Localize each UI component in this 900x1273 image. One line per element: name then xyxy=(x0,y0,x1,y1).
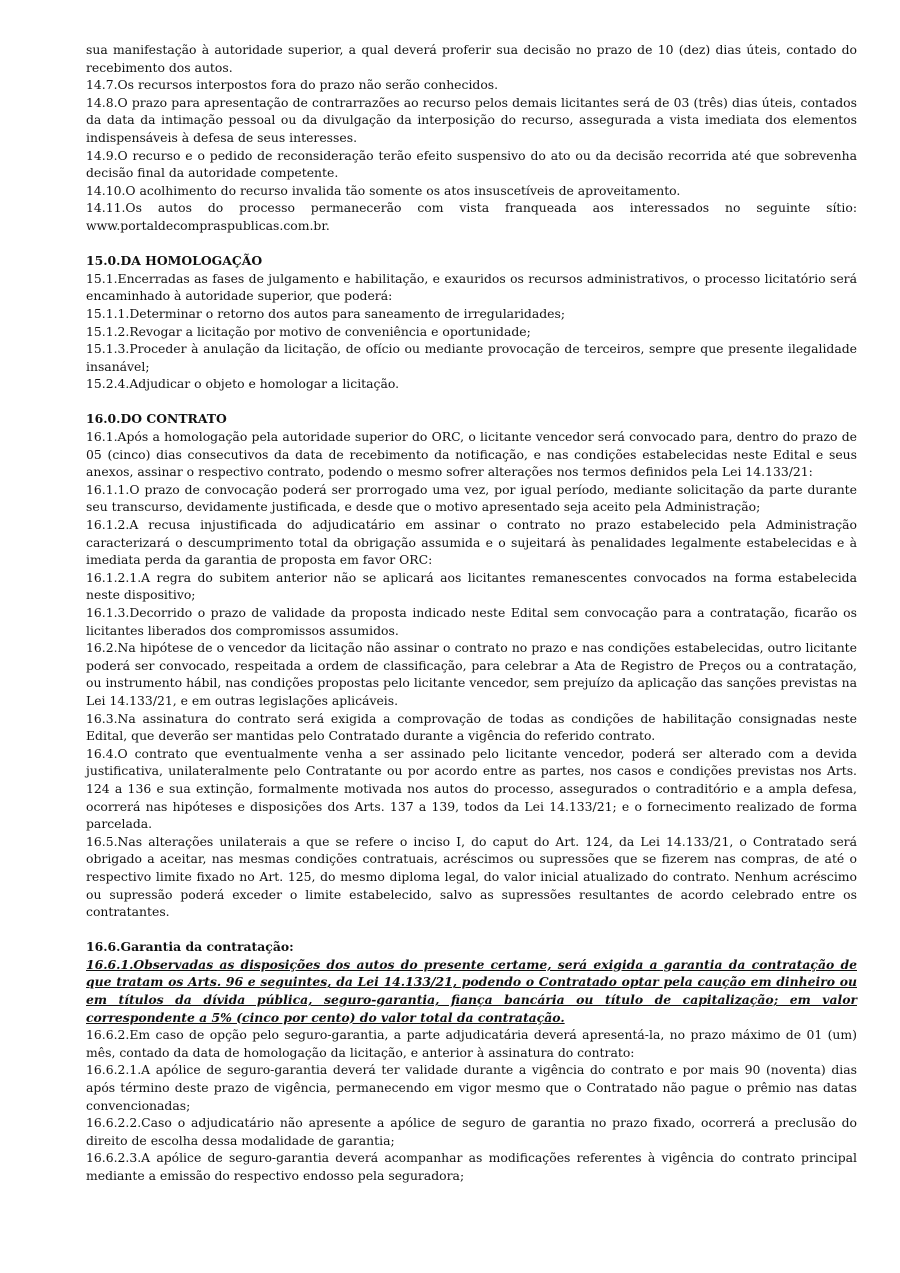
paragraph-14-11: 14.11.Os autos do processo permanecerão com vista franqueada aos interessados no seguinte sítio: www.portaldecompraspublicas.com.br. xyxy=(86,200,857,233)
section-heading-16: 16.0.DO CONTRATO xyxy=(86,411,227,427)
paragraph-15-1-1: 15.1.1.Determinar o retorno dos autos para saneamento de irregularidades; xyxy=(86,305,566,321)
paragraph-14-10: 14.10.O acolhimento do recurso invalida tão somente os atos insuscetíveis de aproveitamento. xyxy=(86,182,681,198)
paragraph-16-4: 16.4.O contrato que eventualmente venha a ser assinado pelo licitante vencedor, poderá ser alterado com a devida justificativa, unilateralmente pelo Contratante ou por acordo entre as partes, nos casos e condições previstas nos Arts. 124 a 136 e sua extinção, formalmente motivada nos autos do processo, assegurados o contraditório e a ampla defesa, ocorrerá nas hipóteses e disposições dos Arts. 137 a 139, todos da Lei 14.133/21; e o fornecimento realizado de forma parcelada. xyxy=(86,745,857,832)
document-page xyxy=(86,41,857,1185)
paragraph-15-1-2: 15.1.2.Revogar a licitação por motivo de conveniência e oportunidade; xyxy=(86,323,531,339)
paragraph-14-8: 14.8.O prazo para apresentação de contrarrazões ao recurso pelos demais licitantes será de 03 (três) dias úteis, contados da data da intimação pessoal ou da divulgação da interposição do recurso, assegurada a vista imediata dos elementos indispensáveis à defesa de seus interesses. xyxy=(86,94,857,145)
paragraph-16-1-3: 16.1.3.Decorrido o prazo de validade da proposta indicado neste Edital sem convocação para a contratação, ficarão os licitantes liberados dos compromissos assumidos. xyxy=(86,605,857,638)
paragraph-16-1-2: 16.1.2.A recusa injustificada do adjudicatário em assinar o contrato no prazo estabelecido pela Administração caracterizará o descumprimento total da obrigação assumida e o sujeitará às penalidades legalmente estabelecidas e à imediata perda da garantia de proposta em favor ORC: xyxy=(86,517,857,568)
paragraph-16-2: 16.2.Na hipótese de o vencedor da licitação não assinar o contrato no prazo e nas condições estabelecidas, outro licitante poderá ser convocado, respeitada a ordem de classificação, para celebrar a Ata de Registro de Preços ou a contratação, ou instrumento hábil, nas condições propostas pelo licitante vencedor, sem prejuízo da aplicação das sanções previstas na Lei 14.133/21, e em outras legislações aplicáveis. xyxy=(86,640,857,708)
section-spacer xyxy=(86,921,857,939)
paragraph-15-1-3: 15.1.3.Proceder à anulação da licitação, de ofício ou mediante provocação de terceiros, sempre que presente ilegalidade insanável; xyxy=(86,341,857,374)
paragraph-14-9: 14.9.O recurso e o pedido de reconsideração terão efeito suspensivo do ato ou da decisão recorrida até que sobrevenha decisão final da autoridade competente. xyxy=(86,147,857,181)
paragraph-16-6-2-2: 16.6.2.2.Caso o adjudicatário não apresente a apólice de seguro de garantia no prazo fixado, ocorrerá a preclusão do direito de escolha dessa modalidade de garantia; xyxy=(86,1115,857,1148)
paragraph-16-1-2-1: 16.1.2.1.A regra do subitem anterior não se aplicará aos licitantes remanescentes convocados na forma estabelecida neste dispositivo; xyxy=(86,569,857,603)
section-heading-15: 15.0.DA HOMOLOGAÇÃO xyxy=(86,253,263,269)
paragraph-16-1: 16.1.Após a homologação pela autoridade superior do ORC, o licitante vencedor será convocado para, dentro do prazo de 05 (cinco) dias consecutivos da data de recebimento da notificação, e nas condições estabelecidas neste Edital e seus anexos, assinar o respectivo contrato, podendo o mesmo sofrer alterações nos termos definidos pela Lei 14.133/21: xyxy=(86,429,857,480)
paragraph-16-5: 16.5.Nas alterações unilaterais a que se refere o inciso I, do caput do Art. 124, da Lei 14.133/21, o Contratado será obrigado a aceitar, nas mesmas condições contratuais, acréscimos ou supressões que se fizerem nas compras, de até o respectivo limite fixado no Art. 125, do mesmo diploma legal, do valor inicial atualizado do contrato. Nenhum acréscimo ou supressão poderá exceder o limite estabelecido, salvo as supressões resultantes de acordo celebrado entre os contratantes. xyxy=(86,833,857,920)
section-spacer xyxy=(86,235,857,253)
paragraph-16-6-1-highlighted: 16.6.1.Observadas as disposições dos autos do presente certame, será exigida a garantia da contratação de que tratam os Arts. 96 e seguintes, da Lei 14.133/21, podendo o Contratado optar pela caução em dinheiro ou em títulos da dívida pública, seguro-garantia, fiança bancária ou título de capitalização; em valor correspondente a 5% (cinco por cento) do valor total da contratação. xyxy=(86,956,857,1025)
subsection-heading-16-6: 16.6.Garantia da contratação: xyxy=(86,939,294,955)
section-spacer xyxy=(86,393,857,411)
paragraph-14-7: 14.7.Os recursos interpostos fora do prazo não serão conhecidos. xyxy=(86,77,499,93)
paragraph-16-6-2-1: 16.6.2.1.A apólice de seguro-garantia deverá ter validade durante a vigência do contrato e por mais 90 (noventa) dias após término deste prazo de vigência, permanecendo em vigor mesmo que o Contratado não pague o prêmio nas datas convencionadas; xyxy=(86,1062,857,1113)
paragraph-16-1-1: 16.1.1.O prazo de convocação poderá ser prorrogado uma vez, por igual período, mediante solicitação da parte durante seu transcurso, devidamente justificada, e desde que o motivo apresentado seja aceito pela Administração; xyxy=(86,481,857,515)
paragraph-16-3: 16.3.Na assinatura do contrato será exigida a comprovação de todas as condições de habilitação consignadas neste Edital, que deverão ser mantidas pelo Contratado durante a vigência do referido contrato. xyxy=(86,710,857,744)
paragraph-16-6-2: 16.6.2.Em caso de opção pelo seguro-garantia, a parte adjudicatária deverá apresentá-la, no prazo máximo de 01 (um) mês, contado da data de homologação da licitação, e anterior à assinatura do contrato: xyxy=(86,1027,857,1060)
paragraph-14-6-continuation: sua manifestação à autoridade superior, a qual deverá proferir sua decisão no prazo de 10 (dez) dias úteis, contado do recebimento dos autos. xyxy=(86,42,857,75)
paragraph-16-6-2-3: 16.6.2.3.A apólice de seguro-garantia deverá acompanhar as modificações referentes à vigência do contrato principal mediante a emissão do respectivo endosso pela seguradora; xyxy=(86,1150,857,1183)
paragraph-15-2-4: 15.2.4.Adjudicar o objeto e homologar a licitação. xyxy=(86,376,400,392)
paragraph-15-1: 15.1.Encerradas as fases de julgamento e habilitação, e exauridos os recursos administrativos, o processo licitatório será encaminhado à autoridade superior, que poderá: xyxy=(86,270,857,304)
